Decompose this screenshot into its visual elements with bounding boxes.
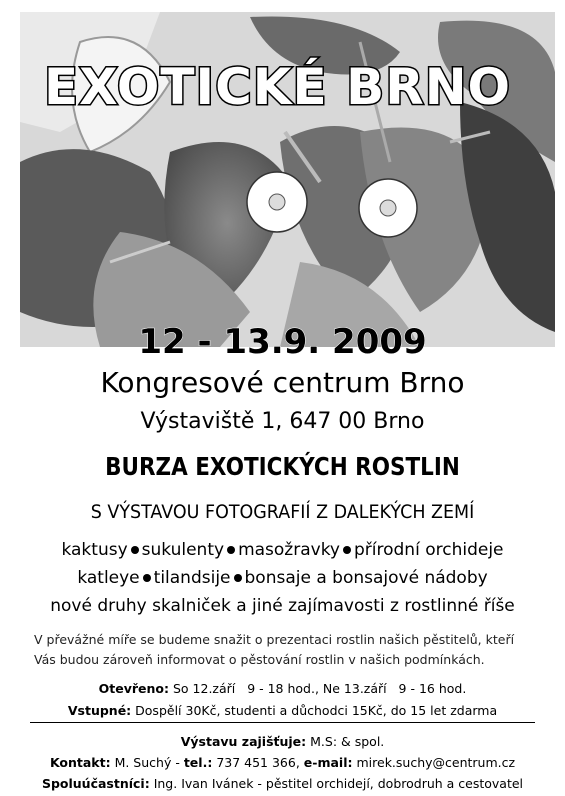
opening-label: Otevřeno: [98,681,170,696]
description-line: V převážné míře se budeme snažit o prezentaci rostlin našich pěstitelů, kteří [34,632,515,647]
opening-hours [0,681,565,696]
address: Výstaviště 1, 647 00 Brno [140,409,425,434]
keywords-line-3: nové druhy skalniček a jiné zajímavosti z rostlinné říše [50,596,515,616]
tel-value: 737 451 366, [216,755,300,770]
bullet-icon [234,574,242,582]
contact-label: Kontakt: [49,755,111,770]
opening-value: So 12.září 9 - 18 hod., Ne 13.září 9 - 16 hod. [173,681,467,696]
bullet-icon [131,546,139,554]
keyword: přírodní orchideje [354,540,504,560]
keyword: bonsaje a bonsajové nádoby [244,568,488,588]
bullet-icon [143,574,151,582]
organizer [0,734,565,749]
contact-name: M. Suchý - [114,755,180,770]
keywords-line-2 [0,568,565,588]
organizer-value: M.S: & spol. [310,734,385,749]
description-line: Vás budou zároveň informovat o pěstování rostlin v našich podmínkách. [34,652,485,667]
partners [0,776,565,791]
contact [0,755,565,770]
bullet-icon [343,546,351,554]
bullet-icon [227,546,235,554]
entry-fee [0,703,565,718]
partners-label: Spoluúčastníci: [41,776,150,791]
keywords-line-1 [0,540,565,560]
entry-value: Dospělí 30Kč, studenti a důchodci 15Kč, do 15 let zdarma [135,703,498,718]
venue: Kongresové centrum Brno [100,366,465,399]
keyword: sukulenty [141,540,225,560]
poster-title: EXOTICKÉ BRNO [43,58,512,116]
headline: BURZA EXOTICKÝCH ROSTLIN [105,452,460,481]
keyword: kaktusy [61,540,128,560]
email-label: e-mail: [303,755,353,770]
email-value: mirek.suchy@centrum.cz [356,755,516,770]
divider [30,722,535,723]
keyword: katleye [77,568,140,588]
event-date: 12 - 13.9. 2009 [138,322,427,362]
keyword: tilandsije [153,568,231,588]
subheadline: S VÝSTAVOU FOTOGRAFIÍ Z DALEKÝCH ZEMÍ [90,501,475,523]
partners-value: Ing. Ivan Ivánek - pěstitel orchidejí, dobrodruh a cestovatel [153,776,524,791]
keyword: masožravky [238,540,340,560]
entry-label: Vstupné: [67,703,132,718]
tel-label: tel.: [183,755,213,770]
description [34,630,534,670]
organizer-label: Výstavu zajišťuje: [180,734,307,749]
